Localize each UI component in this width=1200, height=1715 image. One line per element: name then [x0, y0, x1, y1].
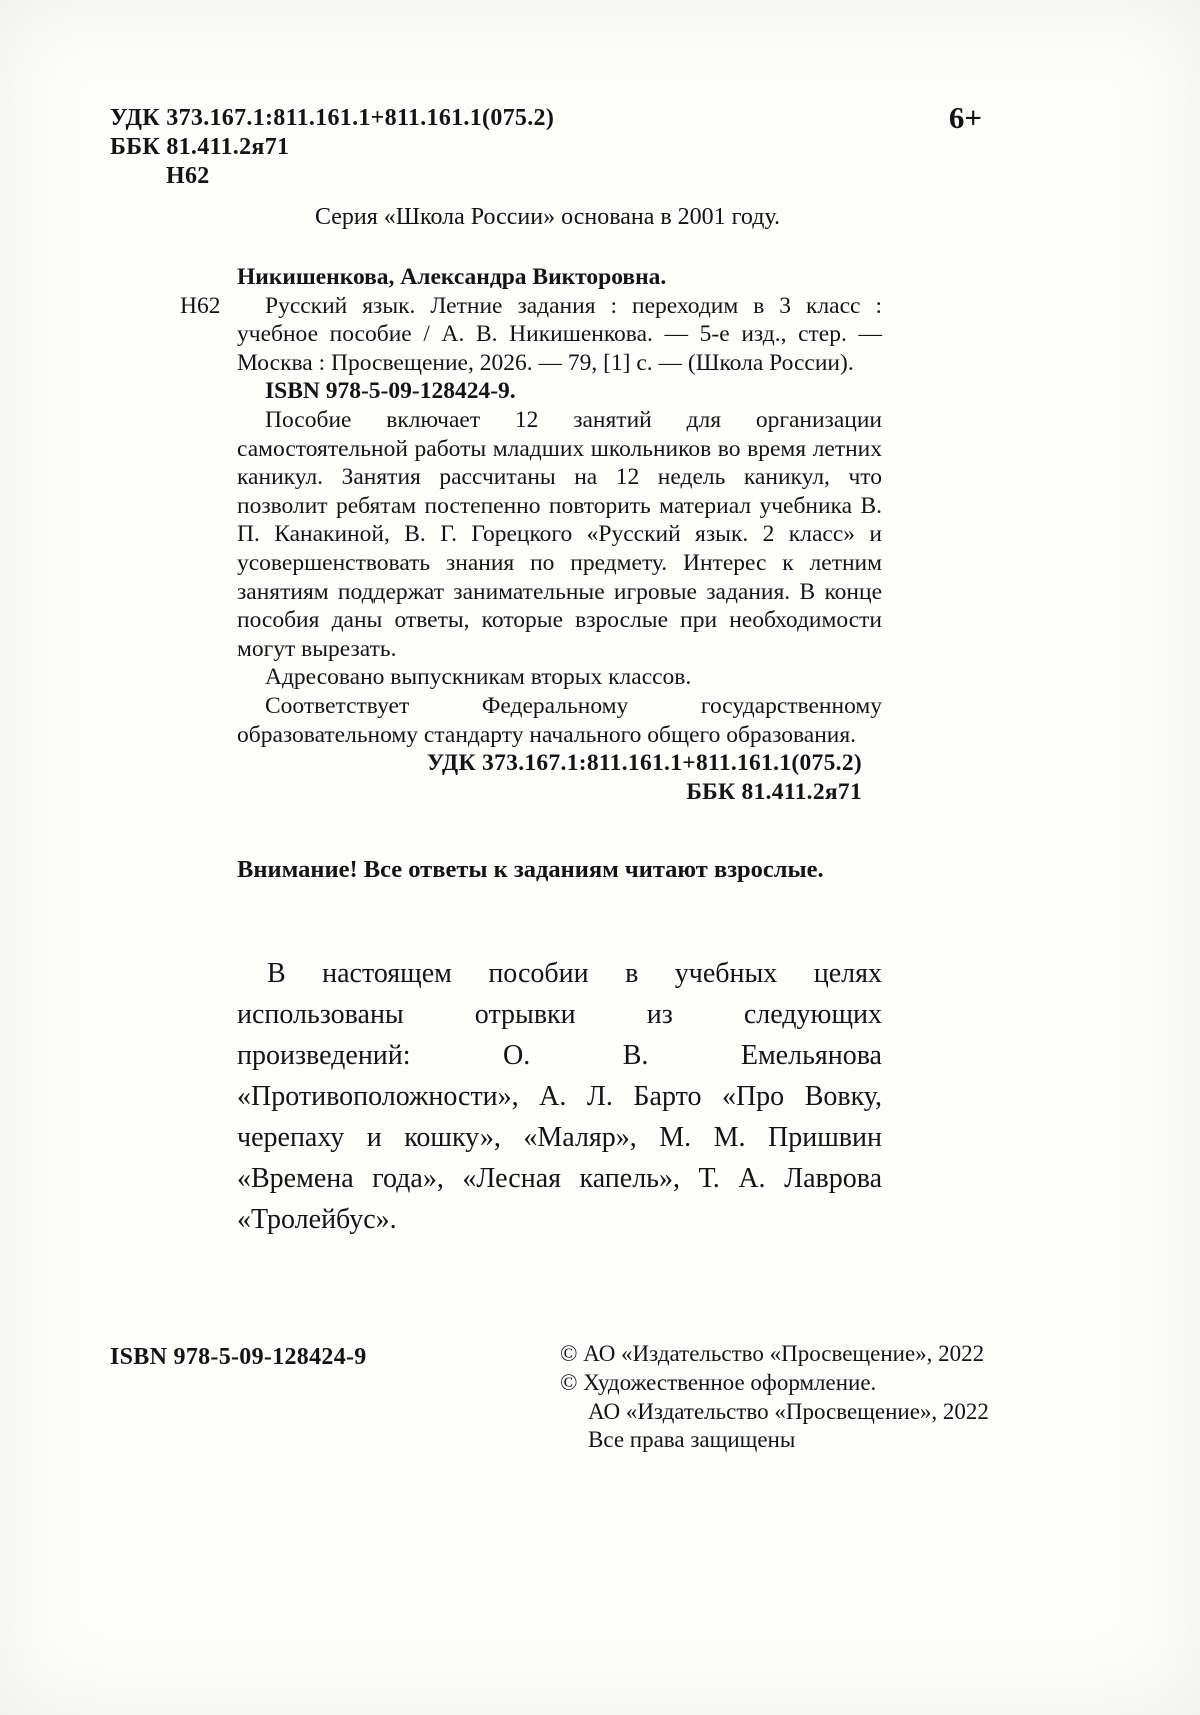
udk-bottom: УДК 373.167.1:811.161.1+811.161.1(075.2)	[426, 750, 862, 777]
classification-refs	[237, 749, 882, 806]
copyright-block	[560, 1340, 989, 1455]
bbk-bottom: ББК 81.411.2я71	[686, 778, 862, 805]
copyright-line: Все права защищены	[588, 1427, 796, 1453]
bib-catalog-code: Н62	[180, 293, 221, 319]
copyright-line: © Художественное оформление.	[560, 1369, 877, 1395]
annotation-paragraph: Соответствует Федеральному государственному образовательному стандарту начального общего образования.	[237, 692, 882, 748]
copyright-line: © АО «Издательство «Просвещение», 2022	[560, 1341, 985, 1366]
bib-author: Никишенкова, Александра Викторовна.	[237, 264, 667, 290]
isbn-footer: ISBN 978-5-09-128424-9	[110, 1344, 367, 1370]
catalog-code-top: Н62	[166, 163, 210, 189]
imprint-header	[110, 104, 554, 191]
bibliographic-entry	[180, 263, 882, 406]
annotation	[180, 406, 882, 749]
bib-isbn: ISBN 978-5-09-128424-9.	[265, 378, 516, 405]
udk-top: УДК 373.167.1:811.161.1+811.161.1(075.2)	[110, 105, 555, 131]
bbk-top: ББК 81.411.2я71	[110, 134, 290, 160]
attention-note: Внимание! Все ответы к заданиям читают взрослые.	[237, 856, 824, 884]
sources-paragraph: В настоящем пособии в учебных целях использованы отрывки из следующих произведений: О. В. Емельянова «Противоположности», А. Л. Барто «Про Вовку, черепаху и кошку», «Маляр», М. М. Пришвин «Времена года», «Лесная капель», Т. А. Лаврова «Тролейбус».	[237, 957, 882, 1235]
main-text-column	[180, 263, 882, 1240]
series-note: Серия «Школа России» основана в 2001 году.	[314, 204, 781, 230]
copyright-line: АО «Издательство «Просвещение», 2022	[588, 1398, 989, 1424]
age-rating-badge: 6+	[948, 100, 982, 135]
bib-description: Русский язык. Летние задания : переходим в 3 класс : учебное пособие / А. В. Никишенкова. — 5-е изд., стер. — Москва : Просвещение, 2026. — 79, [1] с. — (Школа России).	[237, 292, 882, 376]
annotation-paragraph: Пособие включает 12 занятий для организации самостоятельной работы младших школьников во время летних каникул. Занятия рассчитаны на 12 недель каникул, что позволит ребятам постепенно повторить материал учебника В. П. Канакиной, В. Г. Горецкого «Русский язык. 2 класс» и усовершенствовать знания по предмету. Интерес к летним занятиям поддержат занимательные игровые задания. В конце пособия даны ответы, которые взрослые при необходимости могут вырезать.	[237, 406, 882, 662]
annotation-paragraph: Адресовано выпускникам вторых классов.	[265, 664, 692, 691]
